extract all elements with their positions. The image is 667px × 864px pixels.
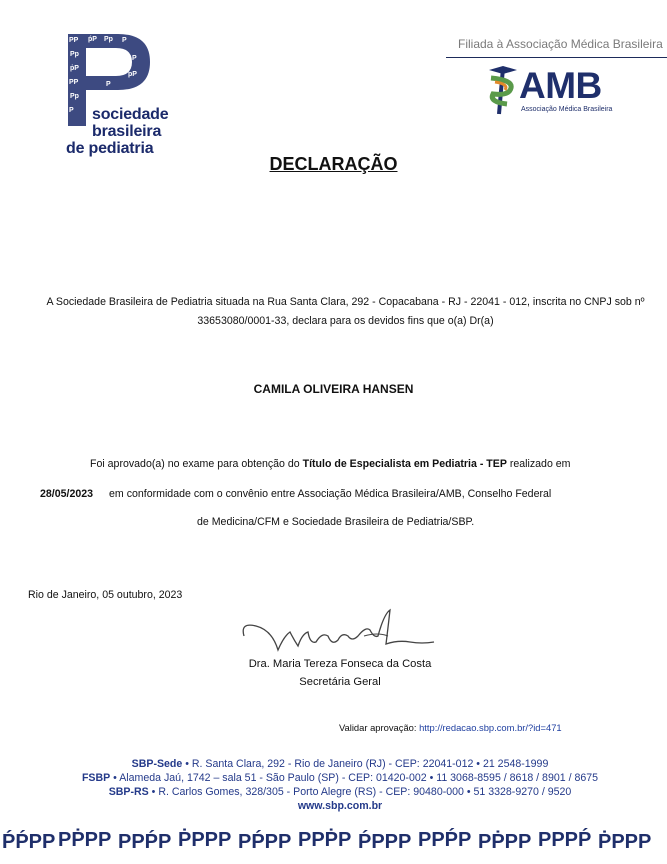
header-divider	[446, 57, 667, 58]
footer-rs	[0, 785, 667, 799]
svg-text:ṖPPP: ṖPPP	[178, 829, 232, 851]
affiliation-text: Filiada à Associação Médica Brasileira	[458, 37, 663, 51]
footer-sede-label: SBP-Sede	[131, 758, 183, 770]
svg-text:ṖPPP: ṖPPP	[598, 831, 652, 853]
sbp-pattern-icon	[0, 824, 667, 864]
document-title: DECLARAÇÃO	[269, 154, 398, 174]
footer-fsbp-text: • Alameda Jaú, 1742 – sala 51 - São Paulo (SP) - CEP: 01420-002 • 11 3068-8595 / 8618 / 8901 / 8675	[110, 772, 599, 784]
svg-text:ṕP: ṕP	[88, 36, 97, 43]
agreement-line-1	[40, 488, 551, 500]
svg-text:P: P	[122, 37, 127, 44]
svg-text:PPPṔ: PPPṔ	[538, 829, 592, 851]
footer-website	[0, 799, 667, 813]
svg-text:PP: PP	[69, 79, 79, 86]
person-name: CAMILA OLIVEIRA HANSEN	[253, 382, 414, 396]
svg-text:PṔPP: PṔPP	[238, 831, 292, 853]
svg-text:PṖPP: PṖPP	[58, 829, 112, 851]
svg-text:Pp: Pp	[70, 93, 79, 100]
amb-logo-subtitle: Associação Médica Brasileira	[521, 106, 613, 113]
approval-prefix: Foi aprovado(a) no exame para obtenção do	[90, 458, 303, 470]
signature-icon	[238, 606, 438, 662]
validation-label: Validar aprovação:	[339, 722, 420, 733]
svg-text:Pp: Pp	[104, 36, 113, 43]
intro-paragraph: A Sociedade Brasileira de Pediatria situada na Rua Santa Clara, 292 - Copacabana - RJ - 22041 - 012, inscrita no CNPJ sob nº 33653080/0001-33, declara para os devidos fins que o(a) Dr(a)	[46, 296, 645, 327]
validation-link[interactable]: http://redacao.sbp.com.br/?id=471	[419, 722, 562, 733]
footer-rs-text: • R. Carlos Gomes, 328/305 - Porto Alegre (RS) - CEP: 90480-000 • 51 3328-9270 / 9520	[148, 786, 572, 798]
svg-text:ṔPPP: ṔPPP	[358, 831, 412, 853]
approval-suffix: realizado em	[506, 458, 571, 470]
svg-text:P: P	[69, 107, 74, 114]
agreement-text-1: em conformidade com o convênio entre Associação Médica Brasileira/AMB, Conselho Federal	[109, 488, 552, 500]
signatory-role: Secretária Geral	[299, 676, 381, 688]
svg-text:PPṔP: PPṔP	[118, 831, 172, 853]
svg-text:PPṖP: PPṖP	[298, 829, 352, 851]
amb-logo-text: AMB	[519, 65, 602, 106]
footer-sede-text: • R. Santa Clara, 292 - Rio de Janeiro (RJ) - CEP: 22041-012 • 21 2548-1999	[182, 758, 549, 770]
svg-text:PṖPP: PṖPP	[478, 831, 532, 853]
approval-line	[90, 458, 571, 470]
svg-text:ṔṔPP: ṔṔPP	[2, 831, 56, 853]
svg-text:Pp: Pp	[70, 51, 79, 58]
footer-sede	[0, 757, 667, 771]
svg-text:pP: pP	[128, 71, 137, 78]
validation-line	[339, 722, 562, 733]
footer-rs-label: SBP-RS	[108, 786, 149, 798]
svg-text:P: P	[106, 81, 111, 88]
footer-website-text: www.sbp.com.br	[297, 800, 383, 812]
sbp-logo-line-3: de pediatria	[66, 140, 154, 157]
svg-text:PP: PP	[69, 37, 79, 44]
sbp-logo	[66, 32, 186, 162]
footer-contacts	[0, 757, 667, 813]
agreement-line-2: de Medicina/CFM e Sociedade Brasileira de Pediatria/SBP.	[197, 516, 475, 528]
svg-text:PPṔP: PPṔP	[418, 829, 472, 851]
sbp-logo-line-2: brasileira	[92, 123, 162, 140]
svg-text:P: P	[132, 55, 137, 62]
sbp-logo-words	[66, 106, 169, 157]
footer-fsbp-label: FSBP	[81, 772, 111, 784]
signatory-name: Dra. Maria Tereza Fonseca da Costa	[248, 658, 432, 670]
sbp-logo-line-1: sociedade	[92, 106, 169, 123]
place-and-date: Rio de Janeiro, 05 outubro, 2023	[28, 589, 183, 601]
exam-date: 28/05/2023	[40, 488, 94, 500]
svg-text:ṗP: ṗP	[70, 65, 79, 72]
approval-title: Título de Especialista em Pediatria - TEP	[302, 458, 507, 470]
footer-fsbp	[0, 771, 667, 785]
